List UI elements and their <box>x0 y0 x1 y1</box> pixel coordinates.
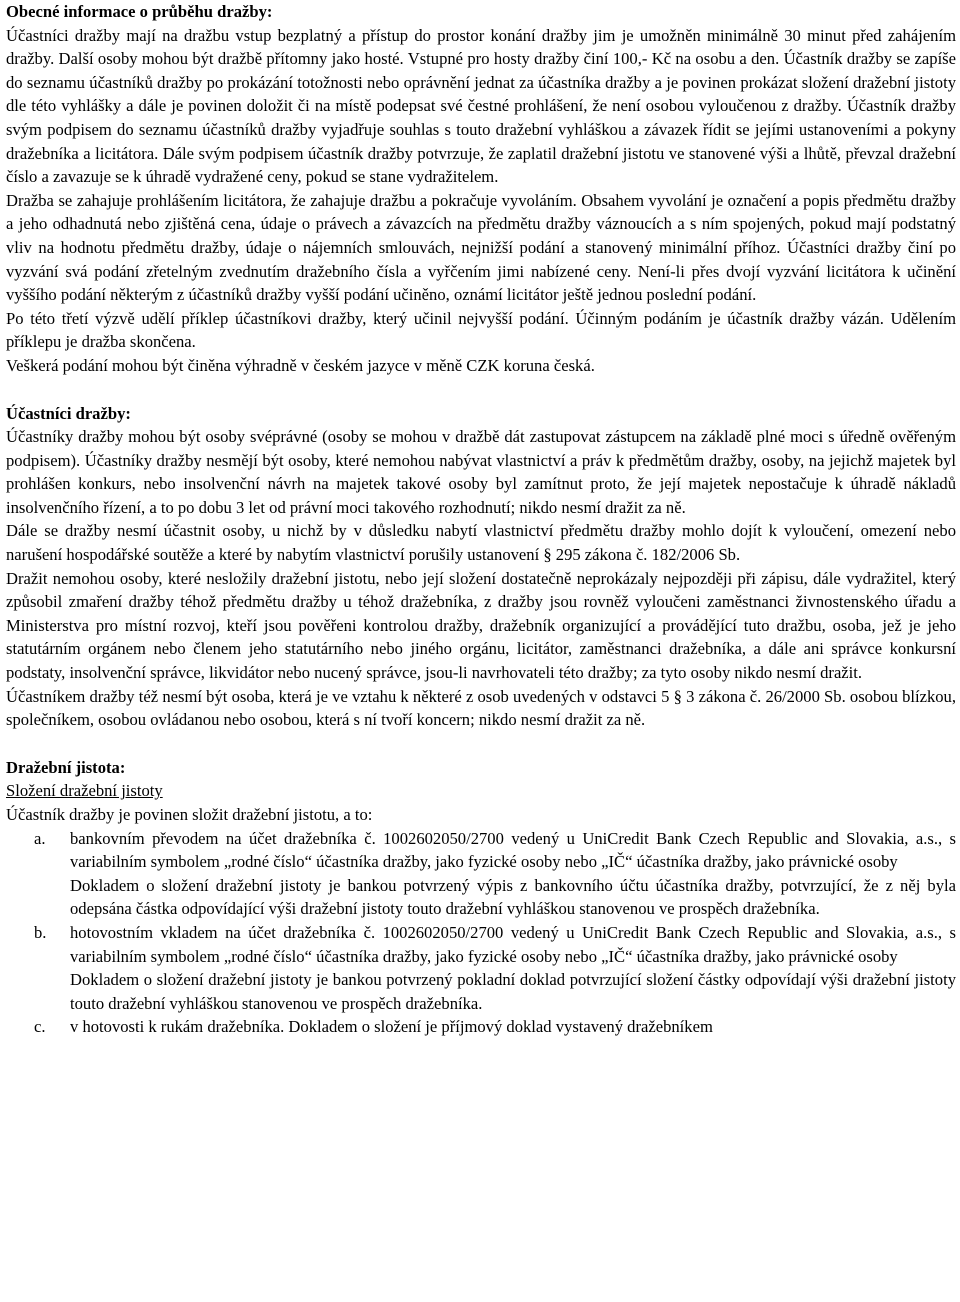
list-item-marker: b. <box>34 922 47 942</box>
document-page <box>6 0 956 1039</box>
list-item-text: bankovním převodem na účet dražebníka č. 1002602050/2700 vedený u UniCredit Bank Czech Republic and Slovakia, a.s., s variabilním symbolem „rodné číslo“ účastníka dražby, jako fyzické osoby nebo „IČ“ účastníka dražby, jako právnické osoby <box>70 828 956 872</box>
section-heading-general-info: Obecné informace o průběhu dražby: <box>6 2 273 21</box>
section-spacer <box>6 378 956 402</box>
section-heading-participants: Účastníci dražby: <box>6 403 131 423</box>
paragraph-related-persons: Účastníkem dražby též nesmí být osoba, která je ve vztahu k některé z osob uvedených v odstavci 5 § 3 zákona č. 26/2000 Sb. osobou blízkou, společníkem, osobou ovládanou nebo osobou, která s ní tvoří koncern; nikdo nesmí dražit za ně. <box>6 686 956 730</box>
section-spacer <box>6 732 956 756</box>
paragraph-excluded-persons: Dražit nemohou osoby, které nesložily dražební jistotu, nebo její složení dostatečně neprokázaly nejpozději při zápisu, dále vydražitel, který způsobil zmaření dražby téhož předmětu dražby u téhož dražebníka, z dražby jsou rovněž vyloučeni zaměstnanci živnostenského úřadu a Ministerstva pro místní rozvoj, kteří jsou pověřeni kontrolou dražby, dražebník organizující a provádějící tuto dražbu, osoba, jež je jeho statutárním orgánem nebo členem jeho statutárního nebo jiného orgánu, licitátor, zaměstnanci dražebníka, a dále ani správce konkursní podstaty, insolvenční správce, likvidátor nebo nucený správce, jsou-li navrhovateli této dražby; za tyto osoby nikdo nesmí dražit. <box>6 568 956 683</box>
paragraph-auction-start: Dražba se zahajuje prohlášením licitátora, že zahajuje dražbu a pokračuje vyvoláním. Obsahem vyvolání je označení a popis předmětu dražby a jeho odhadnutá nebo zjištěná cena, údaje o právech a závazcích na předmětu dražby váznoucích a s ním spojených, pokud mají podstatný vliv na hodnotu předmětu dražby, údaje o nájemních smlouvách, nejnižší podání a stanovený minimální příhoz. Účastníci dražby činí po vyzvání svá podání zřetelným zvednutím dražebního čísla a vyřčením jimi nabízené ceny. Není-li přes dvojí vyzvání licitátora k učinění vyššího podání některým z účastníků dražby vyšší podání učiněno, oznámí licitátor ještě jednou poslední podání. <box>6 190 956 305</box>
list-item-marker: a. <box>34 828 46 848</box>
paragraph-competition-exclusion: Dále se dražby nesmí účastnit osoby, u nichž by v důsledku nabytí vlastnictví předmětu dražby mohlo dojít k vyloučení, omezení nebo narušení hospodářské soutěže a které by nabytím vlastnictví porušily ustanovení § 295 zákona č. 182/2006 Sb. <box>6 521 956 565</box>
paragraph-admission: Účastníci dražby mají na dražbu vstup bezplatný a přístup do prostor konání dražby jim je umožněn minimálně 30 minut před zahájením dražby. Další osoby mohou být dražbě přítomny jako hosté. Vstupné pro hosty dražby činí 100,- Kč na osobu a den. Účastník dražby se zapíše do seznamu účastníků dražby po prokázání totožnosti nebo oprávnění jednat za účastníka dražby a je povinen prokázat složení dražební jistoty dle této vyhlášky a dále je povinen doložit či na místě podepsat své čestné prohlášení, že není osobou vyloučenou z dražby. Účastník dražby svým podpisem do seznamu účastníků dražby vyjadřuje souhlas s touto dražební vyhláškou a závazek řídit se jejími ustanoveními a pokyny dražebníka a licitátora. Dále svým podpisem účastník dražby potvrzuje, že zaplatil dražební jistotu ve stanovené výši a lhůtě, převzal dražební číslo a zavazuje se k úhradě vydražené ceny, pokud se stane vydražitelem. <box>6 25 956 187</box>
paragraph-deposit-intro: Účastník dražby je povinen složit dražební jistotu, a to: <box>6 805 373 824</box>
list-item-note: Dokladem o složení dražební jistoty je bankou potvrzený výpis z bankovního účtu účastníka dražby, potvrzující, že z něj byla odepsána částka odpovídající výši dražební jistoty touto dražební vyhláškou stanovenou ve prospěch dražebníka. <box>70 875 956 919</box>
paragraph-currency: Veškerá podání mohou být činěna výhradně v českém jazyce v měně CZK koruna česká. <box>6 355 595 375</box>
paragraph-hammer: Po této třetí výzvě udělí příklep účastníkovi dražby, který učinil nejvyšší podání. Účinným podáním je účastník dražby vázán. Udělením příklepu je dražba skončena. <box>6 308 956 352</box>
list-item-deposit-cash-in-hand <box>6 1015 956 1039</box>
list-item-text: v hotovosti k rukám dražebníka. Dokladem o složení je příjmový doklad vystavený dražebníkem <box>70 1017 713 1037</box>
list-item-note: Dokladem o složení dražební jistoty je bankou potvrzený pokladní doklad potvrzující složení částky odpovídají výši dražební jistoty touto dražební vyhláškou stanovenou ve prospěch dražebníka. <box>70 970 956 1013</box>
subheading-deposit-payment: Složení dražební jistoty <box>6 781 163 801</box>
paragraph-eligible-participants: Účastníky dražby mohou být osoby svéprávné (osoby se mohou v dražbě dát zastupovat zástupcem na základě plné moci s úředně ověřeným podpisem). Účastníky dražby nesmějí být osoby, které nemohou nabývat vlastnictví a práv k předmětům dražby, osoby, na jejichž majetek byl prohlášen konkurs, nebo insolvenční návrh na majetek takové osoby byl zamítnut proto, že její majetek nepostačuje k úhradě nákladů insolvenčního řízení, a to po dobu 3 let od právní moci takového rozhodnutí; nikdo nesmí dražit za ně. <box>6 427 956 517</box>
list-item-deposit-cash-to-account <box>6 921 956 1015</box>
list-item-deposit-bank-transfer <box>6 827 956 921</box>
section-heading-deposit: Dražební jistota: <box>6 757 126 777</box>
list-item-marker: c. <box>34 1017 46 1037</box>
list-item-text: hotovostním vkladem na účet dražebníka č. 1002602050/2700 vedený u UniCredit Bank Czech Republic and Slovakia, a.s., s variabilním symbolem „rodné číslo“ účastníka dražby, jako fyzické osoby nebo „IČ“ účastníka dražby, jako právnické osoby <box>70 922 956 966</box>
